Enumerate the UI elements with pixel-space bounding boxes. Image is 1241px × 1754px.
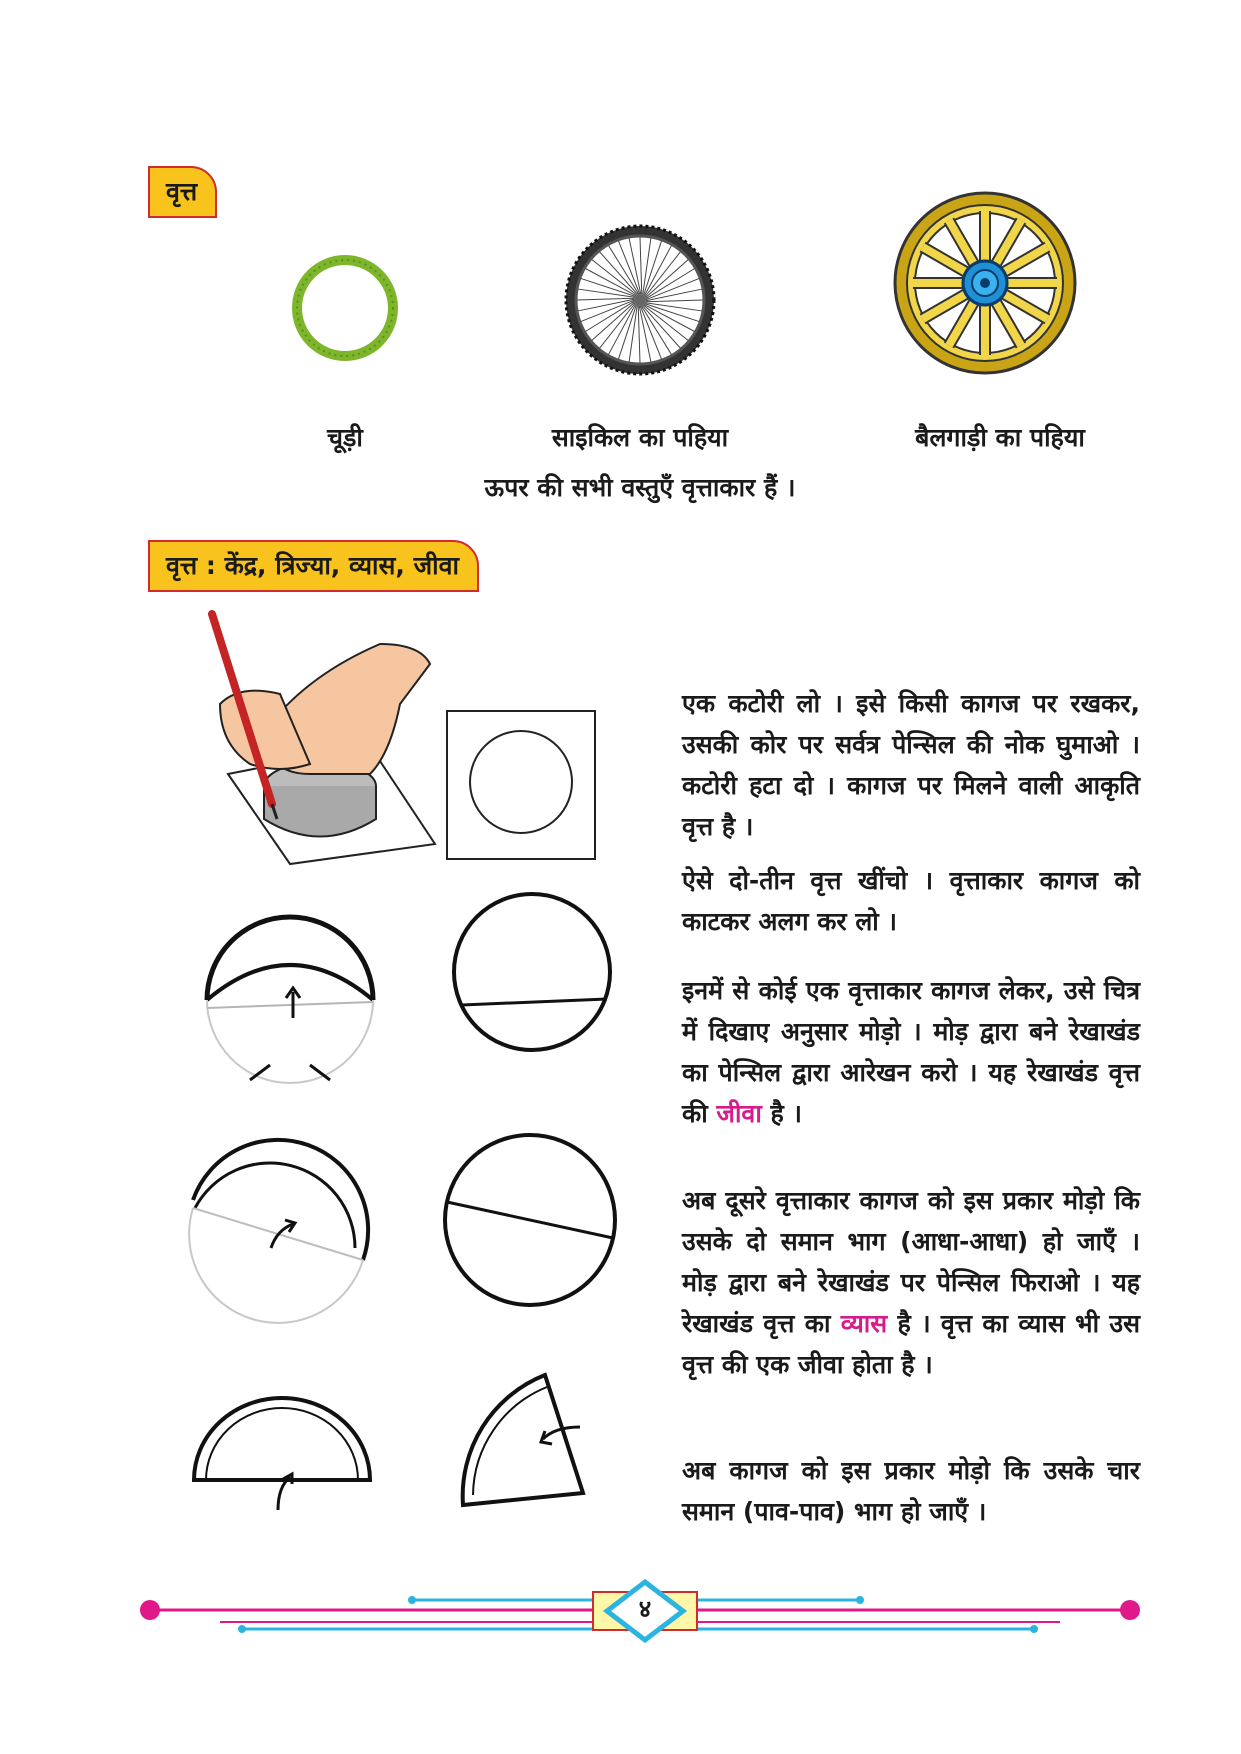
caption-bangle: चूड़ी — [327, 423, 363, 452]
chord-fold-illustration — [195, 890, 385, 1090]
caption-cart-wheel: बैलगाड़ी का पहिया — [915, 423, 1085, 452]
section-tag-circle: वृत्त — [148, 166, 217, 218]
paragraph-chord: इनमें से कोई एक वृत्ताकार कागज लेकर, उसे चित्र में दिखाए अनुसार मोड़ो । मोड़ द्वारा बने रेखाखंड का पेन्सिल द्वारा आरेखन करो । यह रेखाखंड वृत्त की जीवा है । — [682, 976, 1140, 1128]
semicircle-fold-illustration — [190, 1385, 380, 1515]
paragraph-bowl-instructions: एक कटोरी लो । इसे किसी कागज पर रखकर, उसकी कोर पर सर्वत्र पेन्सिल की नोक घुमाओ । कटोरी हटा दो । कागज पर मिलने वाली आकृति वृत्त है । — [682, 689, 1140, 841]
bullock-cart-wheel-illustration — [890, 188, 1080, 378]
page-number: ४ — [638, 1595, 652, 1623]
chord-circle-diagram — [450, 890, 614, 1054]
quarter-circle-fold-illustration — [455, 1365, 595, 1515]
bangle-illustration — [285, 248, 405, 368]
summary-text: ऊपर की सभी वस्तुएँ वृत्ताकार हैं । — [484, 473, 796, 502]
diameter-fold-illustration — [185, 1120, 375, 1310]
paragraph-diameter: अब दूसरे वृत्ताकार कागज को इस प्रकार मोड़ो कि उसके दो समान भाग (आधा-आधा) हो जाएँ । मोड़ द्वारा बने रेखाखंड पर पेन्सिल फिराओ । यह रेखाखंड वृत्त का व्यास है । वृत्त का व्यास भी उस वृत्त की एक जीवा होता है । — [682, 1186, 1140, 1379]
paragraph-quarter-fold: अब कागज को इस प्रकार मोड़ो कि उसके चार समान (पाव-पाव) भाग हो जाएँ । — [682, 1456, 1140, 1526]
section-tag-circle-parts: वृत्त : केंद्र, त्रिज्या, व्यास, जीवा — [148, 540, 479, 592]
paragraph-draw-circles: ऐसे दो-तीन वृत्त खींचो । वृत्ताकार कागज को काटकर अलग कर लो । — [682, 866, 1140, 936]
diameter-circle-diagram — [440, 1130, 620, 1310]
drawn-circle-box — [446, 710, 596, 860]
bicycle-wheel-illustration — [560, 220, 720, 380]
term-diameter: व्यास — [840, 1309, 888, 1338]
caption-bicycle-wheel: साइकिल का पहिया — [551, 423, 729, 452]
hand-drawing-circle-illustration — [200, 614, 440, 864]
term-chord: जीवा — [716, 1099, 762, 1128]
